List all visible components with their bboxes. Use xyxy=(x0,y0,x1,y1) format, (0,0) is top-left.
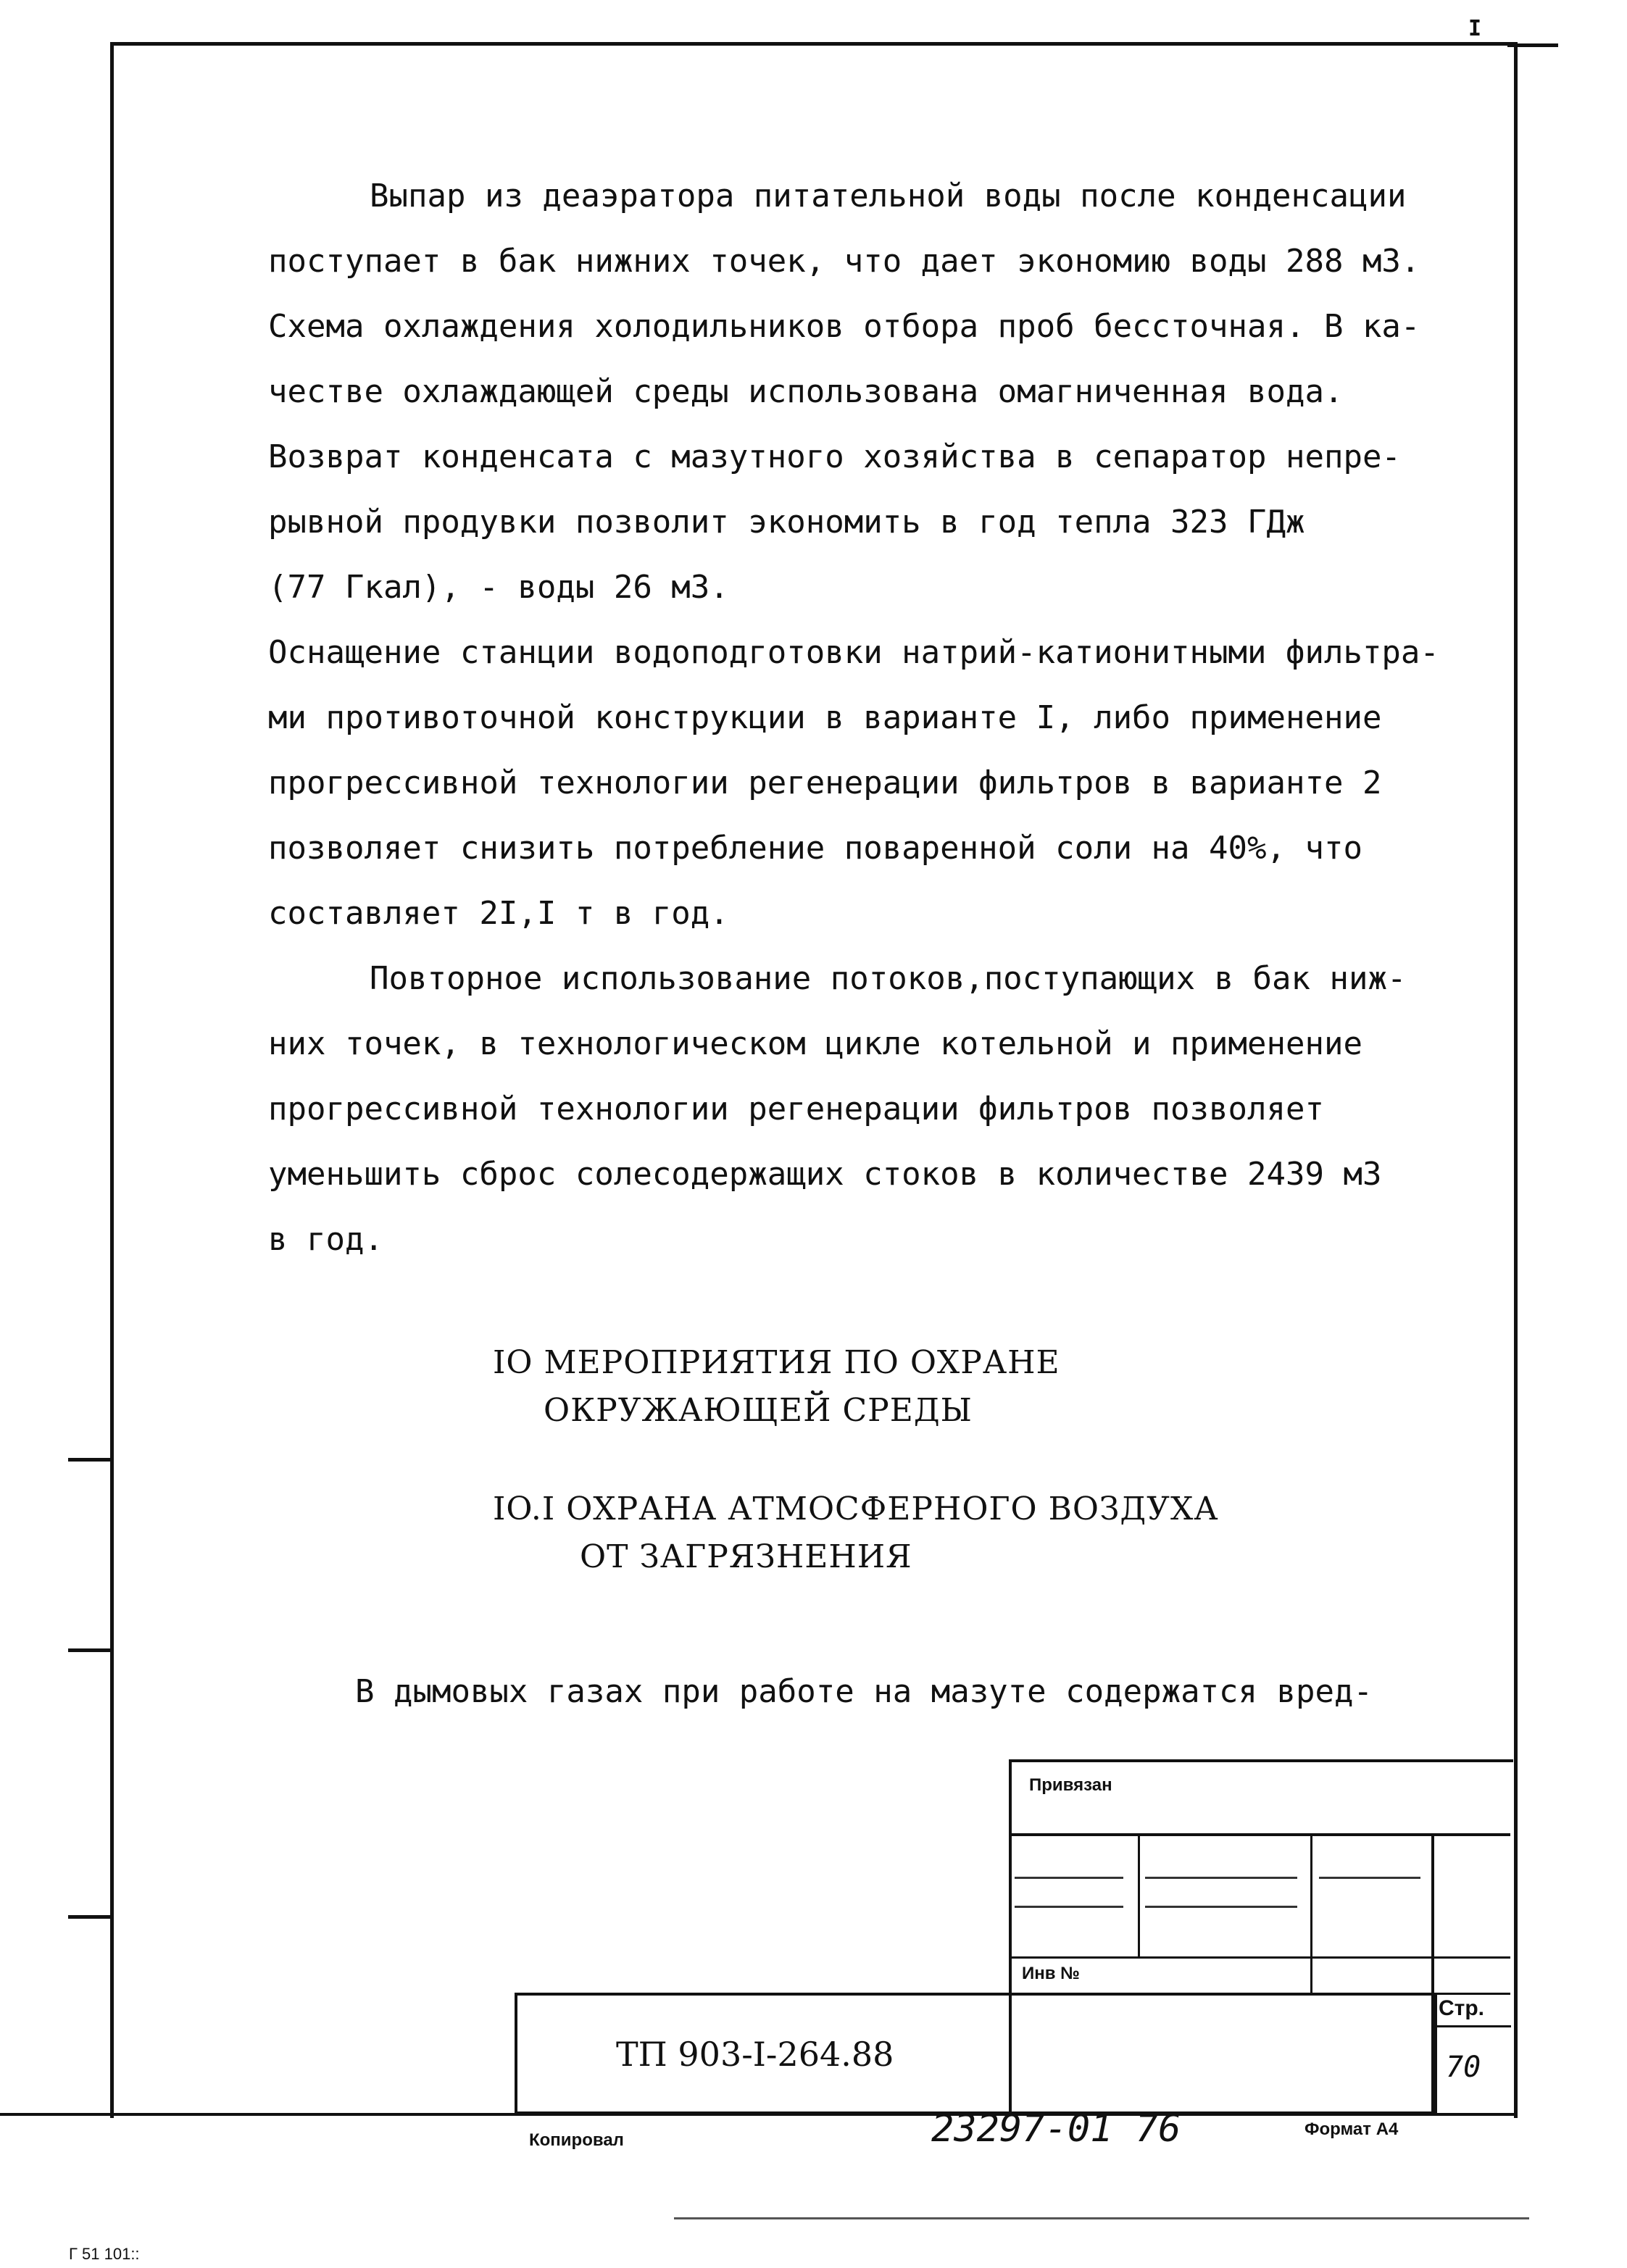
title-block-rule xyxy=(1009,1956,1510,1959)
text-line: (77 Гкал), - воды 26 м3. xyxy=(268,569,729,606)
privyazan-label: Привязан xyxy=(1029,1775,1112,1795)
section-heading-10 xyxy=(493,1339,1060,1435)
text-line: Возврат конденсата с мазутного хозяйства в сепаратор непре- xyxy=(268,438,1401,475)
title-block-rule xyxy=(1431,2025,1511,2027)
dash-line xyxy=(1145,1906,1297,1908)
text-line: рывной продувки позволит экономить в год тепла 323 ГДж xyxy=(268,504,1305,541)
paragraph-2 xyxy=(268,946,1493,1272)
text-line: Повторное использование потоков,поступающих в бак ниж- xyxy=(370,960,1407,997)
text-line: составляет 2I,I т в год. xyxy=(268,895,729,932)
stamp-number: 23297-01 76 xyxy=(931,2107,1181,2151)
heading-line: ОКРУЖАЮЩЕЙ СРЕДЫ xyxy=(544,1392,973,1429)
title-block-divider xyxy=(1310,1835,1312,1994)
form-code: Г 51 101:: xyxy=(69,2245,140,2263)
text-line: позволяет снизить потребление поваренной соли на 40%, что xyxy=(268,830,1362,867)
inv-no-label: Инв № xyxy=(1022,1964,1080,1983)
title-block-divider xyxy=(1138,1835,1140,1958)
dash-line xyxy=(1145,1877,1297,1879)
paragraph-3 xyxy=(355,1659,1580,1725)
doc-code: ТП 903-I-264.88 xyxy=(616,2035,894,2074)
text-line: в год. xyxy=(268,1221,383,1258)
margin-tick xyxy=(68,1458,113,1462)
heading-line: IO.I ОХРАНА АТМОСФЕРНОГО ВОЗДУХА xyxy=(493,1491,1219,1527)
margin-tick xyxy=(68,1915,113,1919)
title-block-rule xyxy=(1009,1833,1510,1836)
text-line: честве охлаждающей среды использована омагниченная вода. xyxy=(268,373,1344,410)
heading-line: IO МЕРОПРИЯТИЯ ПО ОХРАНЕ xyxy=(493,1344,1060,1381)
text-line: Схема охлаждения холодильников отбора проб бессточная. В ка- xyxy=(268,308,1420,345)
text-line: уменьшить сброс солесодержащих стоков в количестве 2439 м3 xyxy=(268,1156,1382,1193)
text-line: Оснащение станции водоподготовки натрий-катионитными фильтра- xyxy=(268,634,1439,671)
text-line: Выпар из деаэратора питательной воды после конденсации xyxy=(370,178,1407,214)
scan-line xyxy=(674,2217,1529,2219)
dash-line xyxy=(1319,1877,1420,1879)
format-label: Формат А4 xyxy=(1304,2119,1399,2139)
text-line: ми противоточной конструкции в варианте I, либо применение xyxy=(268,699,1382,736)
page-number: 70 xyxy=(1446,2051,1481,2084)
text-line: прогрессивной технологии регенерации фильтров позволяет xyxy=(268,1091,1324,1127)
kopiroval-label: Копировал xyxy=(529,2130,624,2150)
section-heading-10-1 xyxy=(493,1485,1219,1581)
paragraph-1 xyxy=(268,164,1493,946)
dash-line xyxy=(1015,1877,1123,1879)
dash-line xyxy=(1015,1906,1123,1908)
text-line: поступает в бак нижних точек, что дает экономию воды 288 м3. xyxy=(268,243,1420,280)
text-line: В дымовых газах при работе на мазуте содержатся вред- xyxy=(355,1673,1373,1710)
heading-line: ОТ ЗАГРЯЗНЕНИЯ xyxy=(580,1538,912,1575)
page-label: Стр. xyxy=(1439,1996,1485,2020)
margin-tick xyxy=(68,1648,113,1652)
text-line: прогрессивной технологии регенерации фильтров в варианте 2 xyxy=(268,764,1382,801)
corner-mark: I xyxy=(1468,16,1482,41)
text-line: них точек, в технологическом цикле котельной и применение xyxy=(268,1025,1362,1062)
frame-corner-tick xyxy=(1507,43,1558,47)
